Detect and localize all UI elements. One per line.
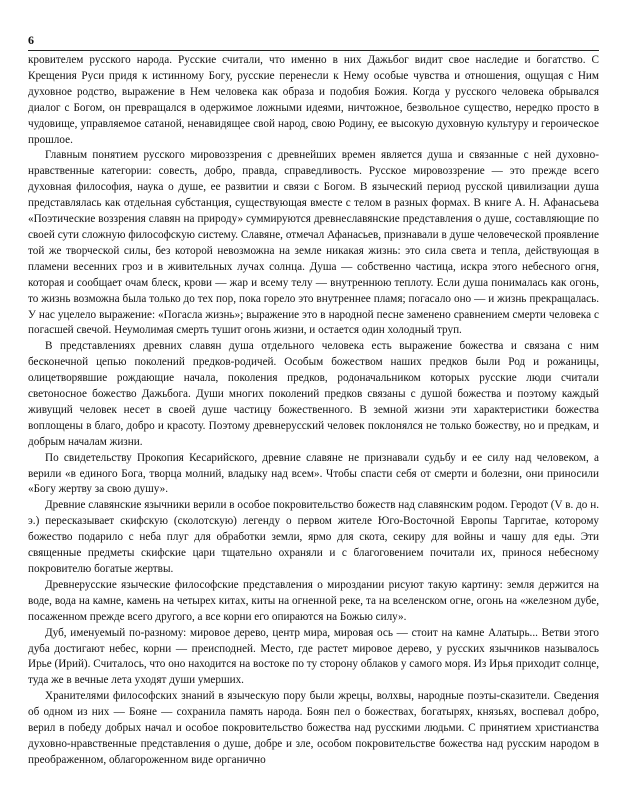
paragraph: Древние славянские язычники верили в особое покровительство божеств над славянским родом. Геродот (V в. до н. э.) пересказывает скифскую (сколотскую) легенду о первом жителе Юго-Восточной Европы Таргитае, которому божество подарило с неба плуг для обработки земли, ярмо для скота, секиру для войны и чашу для еды. Эти священные предметы скифские цари тщательно охраняли и с благоговением почитали их, принося небесному покровителю богатые жертвы.: [28, 499, 599, 575]
paragraph: Хранителями философских знаний в языческую пору были жрецы, волхвы, народные поэты-сказители. Сведения об одном из них — Бояне — сохранила память народа. Боян пел о божествах, богатырях, князьях, воспевал добро, верил в победу добрых начал и особое покровительство божества над русскими людьми. С принятием христианства духовно-нравственные представления о душе, добре и зле, особом покровительстве божества над русским народом в преображенном, облагороженном виде органично: [28, 690, 599, 766]
paragraph: Главным понятием русского мировоззрения с древнейших времен является душа и связанные с ней духовно-нравственные категории: совесть, добро, правда, справедливость. Русское мировоззрение — это прежде всего духовная философия, наука о душе, ее развитии и связи с Богом. В языческий период русской цивилизации душа представлялась как отдельная субстанция, существующая вместе с телом в разных формах. В книге А. Н. Афанасьева «Поэтические воззрения славян на природу» суммируются древнеславянские представления о душе, составляющие по своей сути сложную философскую систему. Славяне, отмечал Афанасьев, признавали в душе человеческой проявление той же творческой силы, без которой невозможна на земле никакая жизнь: это сила света и тепла, действующая в пламени весенних гроз и в живительных лучах солнца. Душа — собственно частица, искра этого небесного огня, которая и сообщает очам блеск, крови — жар и всему телу — внутреннюю теплоту. Если душа понималась как огонь, то жизнь возможна была только до тех пор, пока горело это внутреннее пламя; погасало оно — и жизнь прекращалась. У нас уцелело выражение: «Погасла жизнь»; выражение это в народной песне заменено сравнением смерти человека с погасшей свечой. Неумолимая смерть тушит огонь жизни, и остается один холодный труп.: [28, 149, 599, 337]
page-number: 6: [28, 33, 34, 47]
paragraph: По свидетельству Прокопия Кесарийского, древние славяне не признавали судьбу и ее силу над человеком, а верили «в единого Бога, творца молний, владыку над всем». Чтобы спасти себя от смерти и болезни, они приносили «Богу жертву за свою душу».: [28, 451, 599, 496]
book-page: [28, 0, 599, 800]
paragraph: Древнерусские языческие философские представления о мироздании рисуют такую картину: земля держится на воде, вода на камне, камень на четырех китах, киты на огненной реке, та на вселенском огне, огонь на «железном дубе, посаженном прежде всего другого, а все корни его опираются на Божью силу».: [28, 578, 599, 623]
header-rule: [28, 50, 599, 51]
paragraph: В представлениях древних славян душа отдельного человека есть выражение божества и связана с ним бесконечной цепью поколений предков-родичей. Особым божеством наших предков были Род и рожаницы, олицетворявшие рождающие начала, поколения предков, родоначальником которых русские люди считали светоносное божество Дажьбога. Души многих поколений предков связаны с душой божества и поэтому каждый живущий человек несет в своей душе частицу божественного. В земной жизни эти характеристики божества воплощены в благо, добро и красоту. Поэтому древнерусский человек поклонялся не только божеству, но и предкам, и добрым началам жизни.: [28, 340, 599, 448]
paragraph: кровителем русского народа. Русские считали, что именно в них Дажьбог видит свое наследие и богатство. С Крещения Руси придя к истинному Богу, русские перенесли к Нему особые чувства и отношения, ощущая с Ним духовное родство, выражение в Нем человека как образа и подобия Божия. Когда у русского человека обрывался диалог с Богом, он превращался в одержимое ложными идеями, ничтожное, безвольное существо, нередко просто в чудовище, управляемое сатаной, ненавидящее свой народ, свою Родину, ее высокую духовную культуру и героическое прошлое.: [28, 54, 599, 146]
paragraph: Дуб, именуемый по-разному: мировое дерево, центр мира, мировая ось — стоит на камне Алатырь... Ветви этого дуба достигают небес, корни — преисподней. Место, где растет мировое дерево, у русских язычников называлось Ирье (Ирий). Считалось, что оно находится на востоке по ту сторону облаков у самого моря. Из Ирья приходит солнце, туда же в вечные лета уходят души умерших.: [28, 626, 599, 687]
body-text: [28, 53, 599, 769]
page-header: [28, 0, 599, 50]
